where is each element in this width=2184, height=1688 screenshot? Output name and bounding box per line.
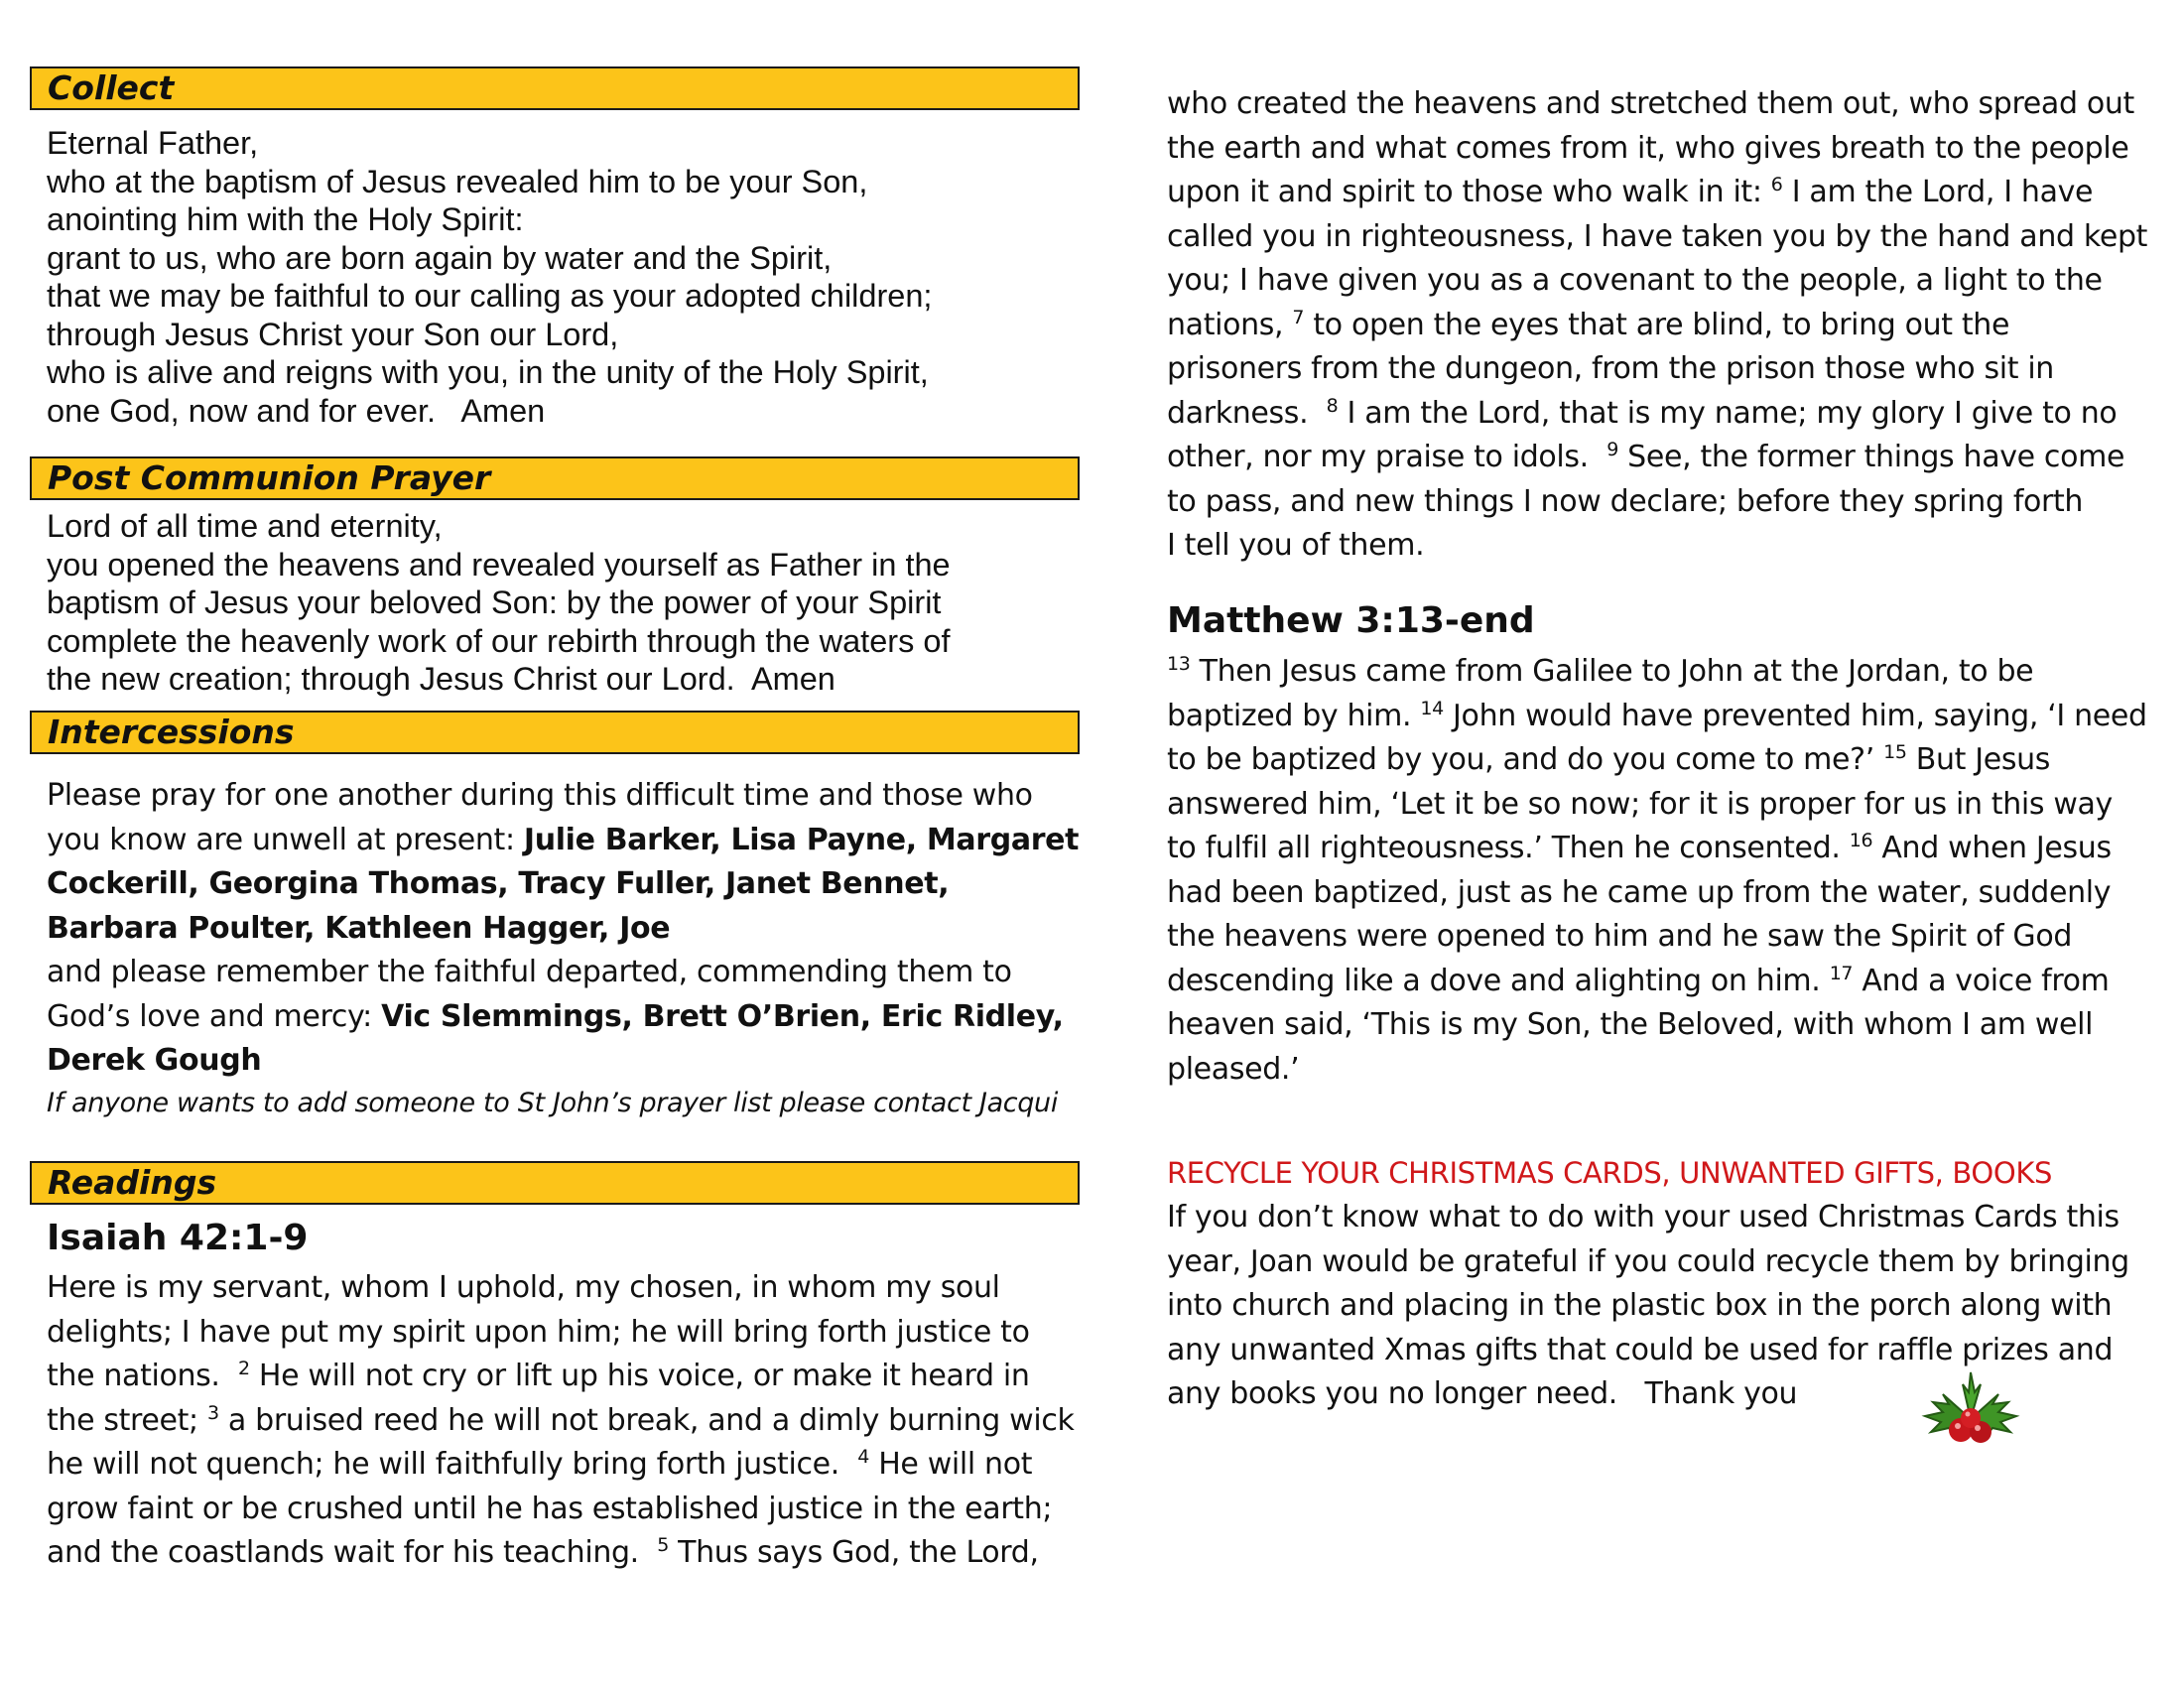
text-line: If you don’t know what to do with your used Christmas Cards this: [1167, 1200, 2120, 1234]
text-line: baptized by him. $^{14}$ John would have prevented him, saying, ‘I need: [1167, 697, 2147, 733]
departed-names: Derek Gough: [47, 1043, 262, 1078]
text-line: the earth and what comes from it, who gives breath to the people: [1167, 130, 2129, 166]
text-line: the heavens were opened to him and he saw the Spirit of God: [1167, 919, 2073, 954]
text-line: grow faint or be crushed until he has established justice in the earth;: [47, 1491, 1053, 1526]
text-line: descending like a dove and alighting on him. $^{17}$ And a voice from: [1167, 962, 2110, 998]
verse-number: 2: [237, 1358, 250, 1379]
text-line: one God, now and for ever. Amen: [47, 392, 546, 429]
text-line: nations, $^7$ to open the eyes that are blind, to bring out the: [1167, 306, 2010, 342]
verse-number: 15: [1883, 741, 1907, 763]
text-line: year, Joan would be grateful if you could recycle them by bringing: [1167, 1243, 2129, 1279]
text-line: prisoners from the dungeon, from the prison those who sit in: [1167, 351, 2054, 386]
text-line: baptism of Jesus your beloved Son: by the power of your Spirit: [47, 584, 942, 620]
text-line: called you in righteousness, I have taken you by the hand and kept: [1167, 218, 2148, 254]
readings-heading: Readings: [30, 1161, 1080, 1205]
intercessions-heading: Intercessions: [30, 711, 1080, 754]
text-line: the new creation; through Jesus Christ our Lord. Amen: [47, 661, 835, 697]
text-line: anointing him with the Holy Spirit:: [47, 201, 524, 237]
text-line: Please pray for one another during this difficult time and those who: [47, 778, 1033, 813]
text-line: that we may be faithful to our calling as your adopted children;: [47, 278, 933, 314]
verse-number: 16: [1849, 830, 1873, 851]
prayer-names: Julie Barker, Lisa Payne, Margaret: [523, 822, 1080, 857]
prayer-list-note: If anyone wants to add someone to St John’s prayer list please contact Jacqui: [47, 1087, 1058, 1118]
isaiah-title: Isaiah 42:1-9: [47, 1218, 309, 1258]
text-line: who created the heavens and stretched them out, who spread out: [1167, 86, 2134, 121]
text-line: through Jesus Christ your Son our Lord,: [47, 316, 619, 352]
text-line: to be baptized by you, and do you come to me?’ $^{15}$ But Jesus: [1167, 741, 2051, 777]
text-line: delights; I have put my spirit upon him; he will bring forth justice to: [47, 1314, 1030, 1350]
collect-heading: Collect: [30, 66, 1080, 110]
text-line: the nations. $^2$ He will not cry or lift up his voice, or make it heard in: [47, 1358, 1030, 1393]
verse-number: 4: [857, 1446, 870, 1468]
text-line: the street; $^3$ a bruised reed he will not break, and a dimly burning wick: [47, 1401, 1075, 1438]
text-line: to pass, and new things I now declare; before they spring forth: [1167, 483, 2084, 519]
text-line: complete the heavenly work of our rebirth through the waters of: [47, 622, 951, 659]
verse-number: 5: [657, 1534, 669, 1556]
post-communion-heading: Post Communion Prayer: [30, 456, 1080, 500]
text-line: heaven said, ‘This is my Son, the Beloved, with whom I am well: [1167, 1007, 2094, 1042]
verse-number: 6: [1770, 174, 1783, 195]
isaiah-continued-text: [1167, 82, 2147, 569]
departed-names: Vic Slemmings, Brett O’Brien, Eric Ridley,: [381, 998, 1064, 1034]
verse-number: 13: [1167, 653, 1191, 675]
text-line: God’s love and mercy: Vic Slemmings, Brett O’Brien, Eric Ridley,: [47, 998, 1064, 1034]
text-line: into church and placing in the plastic box in the porch along with: [1167, 1288, 2113, 1323]
text-line: he will not quench; he will faithfully bring forth justice. $^4$ He will not: [47, 1446, 1033, 1482]
text-line: other, nor my praise to idols. $^9$ See, the former things have come: [1167, 439, 2125, 474]
text-line: you; I have given you as a covenant to the people, a light to the: [1167, 263, 2103, 298]
verse-number: 8: [1326, 394, 1339, 417]
text-line: Here is my servant, whom I uphold, my chosen, in whom my soul: [47, 1270, 1000, 1305]
text-line: upon it and spirit to those who walk in it: $^6$ I am the Lord, I have: [1167, 174, 2094, 209]
text-line: Lord of all time and eternity,: [47, 508, 443, 544]
holly-icon: [1913, 1364, 2027, 1459]
verse-number: 14: [1420, 697, 1444, 719]
verse-number: 9: [1606, 439, 1618, 460]
collect-text: [47, 124, 932, 430]
matthew-title: Matthew 3:13-end: [1167, 600, 1535, 641]
post-communion-text: [47, 507, 951, 699]
verse-number: 17: [1829, 962, 1854, 984]
text-line: darkness. $^8$ I am the Lord, that is my name; my glory I give to no: [1167, 394, 2118, 431]
text-line: $^{13}$ Then Jesus came from Galilee to John at the Jordan, to be: [1167, 653, 2034, 689]
prayer-names: Cockerill, Georgina Thomas, Tracy Fuller, Janet Bennet,: [47, 866, 950, 901]
verse-number: 3: [206, 1401, 219, 1424]
intercessions-text: [47, 774, 1079, 1123]
text-line: any books you no longer need. Thank you: [1167, 1376, 1798, 1411]
text-line: and please remember the faithful departed, commending them to: [47, 955, 1012, 989]
prayer-names: Barbara Poulter, Kathleen Hagger, Joe: [47, 910, 671, 946]
text-line: who at the baptism of Jesus revealed him to be your Son,: [47, 163, 868, 199]
recycle-heading: RECYCLE YOUR CHRISTMAS CARDS, UNWANTED GIFTS, BOOKS: [1167, 1156, 2053, 1190]
text-line: to fulfil all righteousness.’ Then he consented. $^{16}$ And when Jesus: [1167, 830, 2112, 865]
text-line: and the coastlands wait for his teaching. $^5$ Thus says God, the Lord,: [47, 1534, 1039, 1570]
text-line: any unwanted Xmas gifts that could be used for raffle prizes and: [1167, 1332, 2114, 1367]
verse-number: 7: [1292, 306, 1305, 328]
text-line: you opened the heavens and revealed yourself as Father in the: [47, 546, 951, 583]
matthew-text: [1167, 650, 2147, 1092]
text-line: who is alive and reigns with you, in the unity of the Holy Spirit,: [47, 354, 929, 390]
text-line: answered him, ‘Let it be so now; for it is proper for us in this way: [1167, 786, 2113, 822]
text-line: Eternal Father,: [47, 125, 259, 161]
text-line: had been baptized, just as he came up from the water, suddenly: [1167, 874, 2112, 910]
isaiah-text: [47, 1266, 1075, 1576]
text-line: you know are unwell at present: Julie Barker, Lisa Payne, Margaret: [47, 822, 1080, 857]
text-line: I tell you of them.: [1167, 528, 1425, 563]
text-line: grant to us, who are born again by water and the Spirit,: [47, 239, 833, 276]
text-line: pleased.’: [1167, 1051, 1300, 1087]
